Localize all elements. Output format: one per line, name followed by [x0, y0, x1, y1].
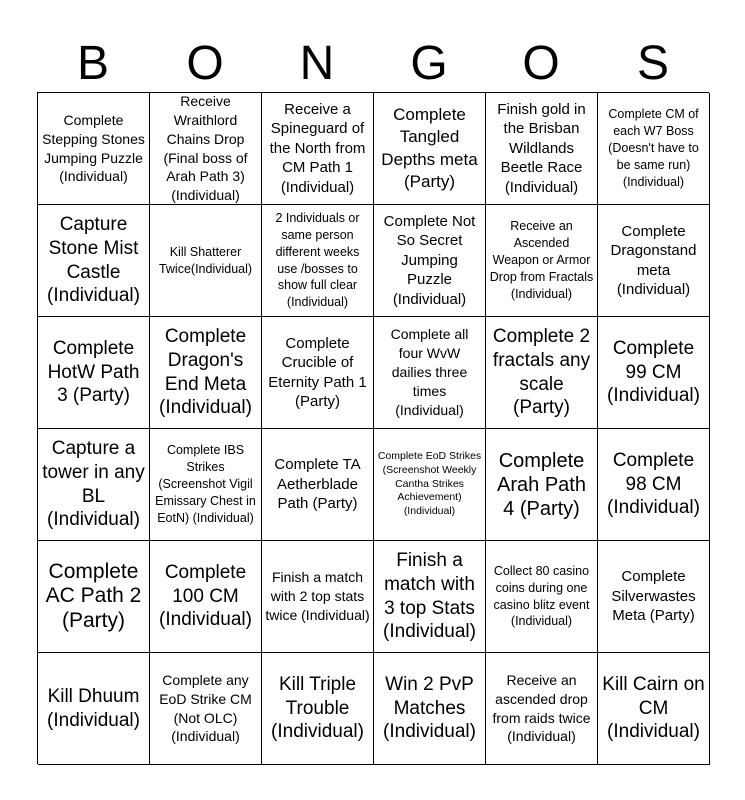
bingo-cell[interactable]: [150, 317, 262, 429]
bingo-cell[interactable]: [486, 653, 598, 765]
header-letter-s: S: [636, 37, 669, 90]
cell-text: Complete Not So Secret Jumping Puzzle (Individual): [383, 212, 476, 308]
bingo-cell[interactable]: [150, 205, 262, 317]
bingo-grid: [37, 92, 709, 764]
cell-text: Complete Dragon's End Meta (Individual): [159, 326, 252, 419]
cell-text: Complete Silverwastes Meta (Party): [611, 568, 696, 625]
bingo-cell[interactable]: [374, 653, 486, 765]
bingo-header: [37, 36, 709, 92]
bingo-cell[interactable]: [38, 205, 150, 317]
bingo-cell[interactable]: [262, 653, 374, 765]
bingo-cell[interactable]: [374, 317, 486, 429]
bingo-cell[interactable]: [150, 653, 262, 765]
bingo-cell[interactable]: [374, 541, 486, 653]
cell-text: Complete AC Path 2 (Party): [45, 560, 142, 632]
cell-text: Collect 80 casino coins during one casino blitz event (Individual): [493, 563, 590, 629]
bingo-cell[interactable]: [150, 541, 262, 653]
cell-text: Kill Shatterer Twice(Individual): [158, 244, 253, 276]
cell-text: Receive Wraithlord Chains Drop (Final boss of Arah Path 3) (Individual): [163, 93, 248, 204]
cell-text: Complete 100 CM (Individual): [159, 561, 252, 631]
bingo-cell[interactable]: [38, 93, 150, 205]
bingo-cell[interactable]: [598, 205, 710, 317]
cell-text: Complete 2 fractals any scale (Party): [492, 326, 591, 419]
bingo-cell[interactable]: [262, 93, 374, 205]
cell-text: Kill Dhuum (Individual): [47, 685, 140, 731]
cell-text: Complete CM of each W7 Boss (Doesn't have to be same run) (Individual): [608, 107, 699, 189]
cell-text: Complete all four WvW dailies three times (Individual): [390, 326, 469, 418]
bingo-cell[interactable]: [598, 93, 710, 205]
cell-text: Receive an Ascended Weapon or Armor Drop from Fractals (Individual): [489, 219, 594, 301]
cell-text: Finish a match with 2 top stats twice (Individual): [265, 569, 370, 623]
cell-text: Receive an ascended drop from raids twice (Individual): [492, 671, 591, 745]
bingo-cell[interactable]: [598, 653, 710, 765]
cell-text: Kill Triple Trouble (Individual): [271, 673, 364, 743]
cell-text: Complete TA Aetherblade Path (Party): [274, 456, 361, 513]
cell-text: Complete any EoD Strike CM (Not OLC) (Individual): [159, 671, 252, 745]
bingo-cell[interactable]: [486, 205, 598, 317]
cell-text: Complete Tangled Depths meta (Party): [381, 105, 478, 191]
bingo-cell[interactable]: [598, 317, 710, 429]
cell-text: Win 2 PvP Matches (Individual): [383, 673, 476, 743]
bingo-cell[interactable]: [150, 429, 262, 541]
cell-text: Capture Stone Mist Castle (Individual): [47, 214, 140, 307]
cell-text: Complete 98 CM (Individual): [607, 449, 700, 519]
bingo-cell[interactable]: [486, 317, 598, 429]
bingo-cell[interactable]: [374, 429, 486, 541]
header-letter-g: G: [410, 37, 448, 90]
bingo-cell[interactable]: [374, 93, 486, 205]
header-letter-n: N: [299, 37, 335, 90]
bingo-cell[interactable]: [374, 205, 486, 317]
header-letter-o1: O: [186, 37, 224, 90]
bingo-cell[interactable]: [262, 205, 374, 317]
bingo-cell[interactable]: [598, 541, 710, 653]
bingo-cell[interactable]: [150, 93, 262, 205]
cell-text: Kill Cairn on CM (Individual): [602, 673, 705, 743]
cell-text: Complete IBS Strikes (Screenshot Vigil Emissary Chest in EotN) (Individual): [155, 443, 256, 525]
bingo-cell[interactable]: [262, 317, 374, 429]
bingo-cell[interactable]: [486, 93, 598, 205]
cell-text: Finish gold in the Brisban Wildlands Beetle Race (Individual): [497, 100, 586, 196]
bingo-cell[interactable]: [262, 541, 374, 653]
bingo-cell[interactable]: [38, 541, 150, 653]
cell-text: Complete Crucible of Eternity Path 1 (Party): [268, 334, 367, 410]
header-letter-b: B: [76, 37, 109, 90]
bingo-cell[interactable]: [486, 429, 598, 541]
bingo-cell[interactable]: [486, 541, 598, 653]
cell-text: Complete 99 CM (Individual): [607, 337, 700, 407]
cell-text: Receive a Spineguard of the North from CM Path 1 (Individual): [269, 100, 366, 196]
cell-text: Complete HotW Path 3 (Party): [47, 337, 140, 407]
header-letter-o2: O: [522, 37, 560, 90]
cell-text: Complete Stepping Stones Jumping Puzzle (Individual): [42, 111, 145, 185]
bingo-cell[interactable]: [598, 429, 710, 541]
cell-text: Capture a tower in any BL (Individual): [42, 438, 145, 531]
cell-text: Complete Dragonstand meta (Individual): [610, 222, 697, 298]
bingo-cell[interactable]: [262, 429, 374, 541]
cell-text: Complete Arah Path 4 (Party): [497, 449, 586, 520]
cell-text: Finish a match with 3 top Stats (Individual): [383, 550, 476, 643]
cell-text: Complete EoD Strikes (Screenshot Weekly Cantha Strikes Achievement) (Individual): [377, 450, 482, 517]
bingo-cell[interactable]: [38, 429, 150, 541]
bingo-cell[interactable]: [38, 317, 150, 429]
bingo-cell[interactable]: [38, 653, 150, 765]
cell-text: 2 Individuals or same person different weeks use /bosses to show full clear (Individual): [275, 210, 360, 310]
